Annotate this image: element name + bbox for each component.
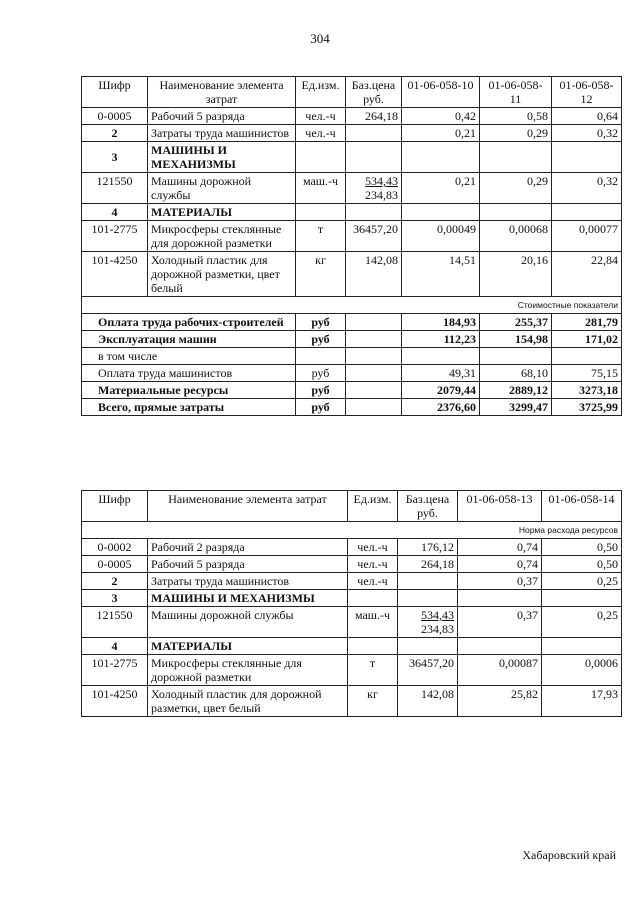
table-row [82, 173, 622, 204]
summary-row [82, 314, 622, 331]
row-code: 0-0002 [82, 539, 148, 556]
row-name: Холодный пластик для дорожной разметки, цвет белый [148, 252, 296, 297]
summary-col1: 2079,44 [402, 382, 480, 399]
row-code: 3 [82, 142, 148, 173]
row-col2: 0,58 [480, 108, 552, 125]
header-price: Баз.цена руб. [398, 491, 458, 522]
row-col2: 17,93 [542, 686, 622, 717]
row-col1: 0,74 [458, 539, 542, 556]
row-code: 4 [82, 204, 148, 221]
row-name: Затраты труда машинистов [148, 125, 296, 142]
row-col1: 25,82 [458, 686, 542, 717]
row-price [398, 607, 458, 638]
row-col1: 0,21 [402, 125, 480, 142]
table-row [82, 686, 622, 717]
resource-table-1 [81, 76, 622, 416]
header-name: Наименование элемента затрат [148, 77, 296, 108]
summary-col1: 184,93 [402, 314, 480, 331]
summary-row [82, 382, 622, 399]
summary-col1: 2376,60 [402, 399, 480, 416]
row-col1: 14,51 [402, 252, 480, 297]
summary-col3: 3725,99 [552, 399, 622, 416]
row-name: Машины дорожной службы [148, 173, 296, 204]
header-col3: 01-06-058-12 [552, 77, 622, 108]
price-bottom: 234,83 [365, 188, 398, 202]
header-code: Шифр [82, 491, 148, 522]
row-code: 101-2775 [82, 221, 148, 252]
row-name: Микросферы стеклянные для дорожной разметки [148, 655, 348, 686]
row-name: Микросферы стеклянные для дорожной разметки [148, 221, 296, 252]
row-name: Холодный пластик для дорожной разметки, цвет белый [148, 686, 348, 717]
row-col2: 0,50 [542, 539, 622, 556]
row-unit: чел.-ч [348, 573, 398, 590]
price-top: 534,43 [421, 608, 454, 622]
row-price [346, 173, 402, 204]
table-row [82, 539, 622, 556]
header-col2: 01-06-058-14 [542, 491, 622, 522]
row-code: 121550 [82, 607, 148, 638]
summary-col2: 154,98 [480, 331, 552, 348]
row-price: 264,18 [346, 108, 402, 125]
summary-name: Оплата труда рабочих-строителей [82, 314, 296, 331]
summary-col2: 3299,47 [480, 399, 552, 416]
row-price: 36457,20 [346, 221, 402, 252]
resource-table-2 [81, 490, 622, 717]
row-unit: чел.-ч [348, 539, 398, 556]
row-code: 101-4250 [82, 252, 148, 297]
summary-row [82, 399, 622, 416]
summary-name: Материальные ресурсы [82, 382, 296, 399]
row-col2: 0,50 [542, 556, 622, 573]
section-label: Стоимостные показатели [82, 297, 622, 314]
row-price: 264,18 [398, 556, 458, 573]
row-col2: 0,29 [480, 125, 552, 142]
summary-row [82, 331, 622, 348]
row-col2: 0,29 [480, 173, 552, 204]
header-unit: Ед.изм. [296, 77, 346, 108]
row-code: 2 [82, 573, 148, 590]
header-col1: 01-06-058-13 [458, 491, 542, 522]
row-unit: т [296, 221, 346, 252]
row-code: 101-2775 [82, 655, 148, 686]
section-row [82, 590, 622, 607]
section-row [82, 142, 622, 173]
header-name: Наименование элемента затрат [148, 491, 348, 522]
section-row [82, 204, 622, 221]
summary-name: Оплата труда машинистов [82, 365, 296, 382]
row-price: 142,08 [398, 686, 458, 717]
table-row [82, 108, 622, 125]
summary-unit: руб [296, 314, 346, 331]
table-header [82, 491, 622, 522]
row-col1: 0,21 [402, 173, 480, 204]
table-row [82, 252, 622, 297]
header-unit: Ед.изм. [348, 491, 398, 522]
row-col1: 0,37 [458, 607, 542, 638]
row-col1: 0,00087 [458, 655, 542, 686]
table-row [82, 125, 622, 142]
row-unit: чел.-ч [296, 108, 346, 125]
row-name: Затраты труда машинистов [148, 573, 348, 590]
row-price [398, 573, 458, 590]
row-col3: 0,32 [552, 173, 622, 204]
row-col1: 0,00049 [402, 221, 480, 252]
row-col2: 0,25 [542, 607, 622, 638]
section-label-row [82, 522, 622, 539]
summary-unit: руб [296, 331, 346, 348]
row-col3: 22,84 [552, 252, 622, 297]
row-col2: 0,00068 [480, 221, 552, 252]
summary-col3: 281,79 [552, 314, 622, 331]
summary-unit: руб [296, 382, 346, 399]
section-title: МАТЕРИАЛЫ [148, 204, 296, 221]
summary-col3: 75,15 [552, 365, 622, 382]
row-name: Машины дорожной службы [148, 607, 348, 638]
row-col3: 0,64 [552, 108, 622, 125]
section-label-row [82, 297, 622, 314]
summary-col1: 112,23 [402, 331, 480, 348]
row-code: 121550 [82, 173, 148, 204]
row-unit: кг [348, 686, 398, 717]
price-bottom: 234,83 [421, 622, 454, 636]
row-name: Рабочий 5 разряда [148, 108, 296, 125]
summary-col2: 2889,12 [480, 382, 552, 399]
row-price: 36457,20 [398, 655, 458, 686]
row-price: 176,12 [398, 539, 458, 556]
section-row [82, 638, 622, 655]
header-col1: 01-06-058-10 [402, 77, 480, 108]
row-unit: маш.-ч [348, 607, 398, 638]
price-top: 534,43 [365, 174, 398, 188]
header-col2: 01-06-058-11 [480, 77, 552, 108]
row-col3: 0,32 [552, 125, 622, 142]
row-name: Рабочий 5 разряда [148, 556, 348, 573]
section-title: МАТЕРИАЛЫ [148, 638, 348, 655]
row-col1: 0,37 [458, 573, 542, 590]
row-col2: 0,0006 [542, 655, 622, 686]
summary-name: Всего, прямые затраты [82, 399, 296, 416]
table-row [82, 607, 622, 638]
row-unit: т [348, 655, 398, 686]
summary-col2: 255,37 [480, 314, 552, 331]
summary-unit: руб [296, 365, 346, 382]
row-col2: 0,25 [542, 573, 622, 590]
region-footer: Хабаровский край [522, 848, 616, 862]
row-unit: чел.-ч [296, 125, 346, 142]
section-title: МАШИНЫ И МЕХАНИЗМЫ [148, 590, 348, 607]
row-unit: чел.-ч [348, 556, 398, 573]
row-code: 0-0005 [82, 108, 148, 125]
summary-name: Эксплуатация машин [82, 331, 296, 348]
row-unit: маш.-ч [296, 173, 346, 204]
row-code: 101-4250 [82, 686, 148, 717]
row-code: 4 [82, 638, 148, 655]
row-price [346, 125, 402, 142]
summary-col2: 68,10 [480, 365, 552, 382]
row-unit: кг [296, 252, 346, 297]
summary-col3: 171,02 [552, 331, 622, 348]
table-row [82, 573, 622, 590]
summary-name: в том числе [82, 348, 296, 365]
summary-col3: 3273,18 [552, 382, 622, 399]
summary-row [82, 348, 622, 365]
header-code: Шифр [82, 77, 148, 108]
table-row [82, 655, 622, 686]
row-name: Рабочий 2 разряда [148, 539, 348, 556]
row-col1: 0,74 [458, 556, 542, 573]
row-price: 142,08 [346, 252, 402, 297]
row-code: 0-0005 [82, 556, 148, 573]
table-row [82, 221, 622, 252]
header-price: Баз.цена руб. [346, 77, 402, 108]
row-col1: 0,42 [402, 108, 480, 125]
summary-row [82, 365, 622, 382]
row-col3: 0,00077 [552, 221, 622, 252]
summary-col1: 49,31 [402, 365, 480, 382]
row-code: 2 [82, 125, 148, 142]
summary-unit: руб [296, 399, 346, 416]
table-header [82, 77, 622, 108]
page-number: 304 [310, 31, 330, 46]
row-col2: 20,16 [480, 252, 552, 297]
table-row [82, 556, 622, 573]
section-label: Норма расхода ресурсов [82, 522, 622, 539]
row-code: 3 [82, 590, 148, 607]
section-title: МАШИНЫ И МЕХАНИЗМЫ [148, 142, 296, 173]
